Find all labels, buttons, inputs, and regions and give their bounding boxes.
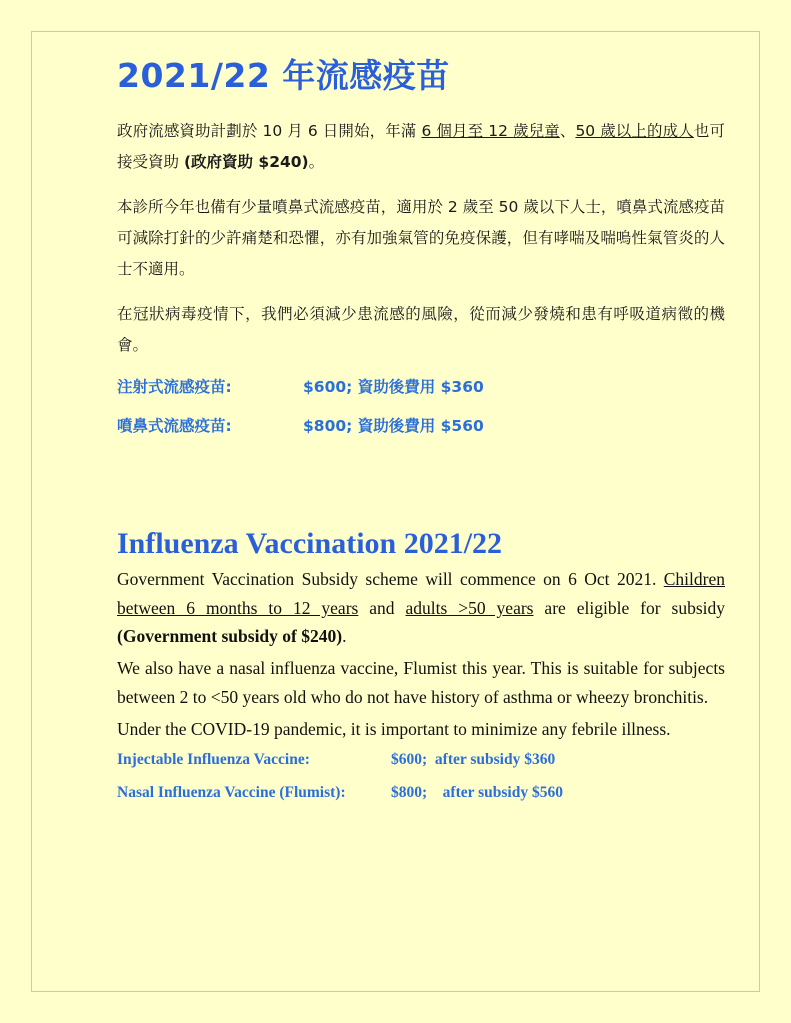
- cn-price-injectable-label: 注射式流感疫苗:: [117, 378, 232, 397]
- english-paragraph-3: Under the COVID-19 pandemic, it is important to minimize any febrile illness.: [117, 719, 671, 740]
- en-p1-underline-children: Children between 6 months to 12 years: [117, 569, 725, 618]
- en-price-injectable-label: Injectable Influenza Vaccine:: [117, 751, 310, 769]
- cn-p1-text-1: 政府流感資助計劃於 10 月 6 日開始，年滿: [117, 122, 422, 141]
- section-spacer: [117, 453, 725, 527]
- english-price-injectable: [117, 747, 725, 773]
- en-p1-text-4: .: [342, 626, 347, 647]
- cn-p1-underline-children: 6 個月至 12 歲兒童: [421, 122, 560, 141]
- chinese-paragraph-3: 在冠狀病毒疫情下，我們必須減少患流感的風險，從而減少發燒和患有呼吸道病徵的機會。: [117, 305, 725, 355]
- en-price-injectable-value: $600; after subsidy $360: [391, 751, 556, 769]
- en-price-nasal-label: Nasal Influenza Vaccine (Flumist):: [117, 783, 346, 801]
- chinese-paragraph-2: 本診所今年也備有少量噴鼻式流感疫苗，適用於 2 歲至 50 歲以下人士，噴鼻式流感疫苗可減除打針的少許痛楚和恐懼，亦有加強氣管的免疫保護，但有哮喘及喘嗚性氣管炎的人士不適用。: [117, 198, 725, 279]
- english-paragraph-2: We also have a nasal influenza vaccine, Flumist this year. This is suitable for subjects between 2 to <50 years old who do not have history of asthma or wheezy bronchitis.: [117, 658, 725, 707]
- en-p1-text-2: and: [358, 597, 406, 618]
- chinese-price-nasal: [117, 414, 725, 439]
- cn-p1-subsidy-bold: (政府資助 $240): [183, 153, 309, 172]
- chinese-paragraph-1: [117, 116, 725, 178]
- cn-price-injectable-value: $600; 資助後費用 $360: [303, 378, 484, 397]
- chinese-title: 2021/22 年流感疫苗: [117, 56, 450, 95]
- en-p1-underline-adults: adults >50 years: [405, 597, 534, 618]
- english-price-nasal: [117, 780, 725, 806]
- cn-p1-underline-adults: 50 歲以上的成人: [575, 122, 694, 141]
- document-content: [117, 58, 725, 812]
- en-p1-subsidy-bold: (Government subsidy of $240): [117, 626, 343, 647]
- en-price-nasal-value: $800; after subsidy $560: [391, 783, 563, 801]
- en-p1-text-1: Government Vaccination Subsidy scheme will commence on 6 Oct 2021.: [117, 569, 664, 590]
- cn-p1-text-2: 、: [559, 122, 576, 141]
- en-p1-text-3: are eligible for subsidy: [533, 597, 725, 618]
- chinese-price-injectable: [117, 375, 725, 400]
- cn-price-nasal-value: $800; 資助後費用 $560: [303, 417, 484, 436]
- cn-p1-text-4: 。: [308, 153, 325, 172]
- cn-price-nasal-label: 噴鼻式流感疫苗:: [117, 417, 232, 436]
- cn-p1-text-3: 也可接受資助: [117, 122, 725, 172]
- english-paragraph-1: [117, 565, 725, 650]
- english-title: Influenza Vaccination 2021/22: [117, 526, 503, 560]
